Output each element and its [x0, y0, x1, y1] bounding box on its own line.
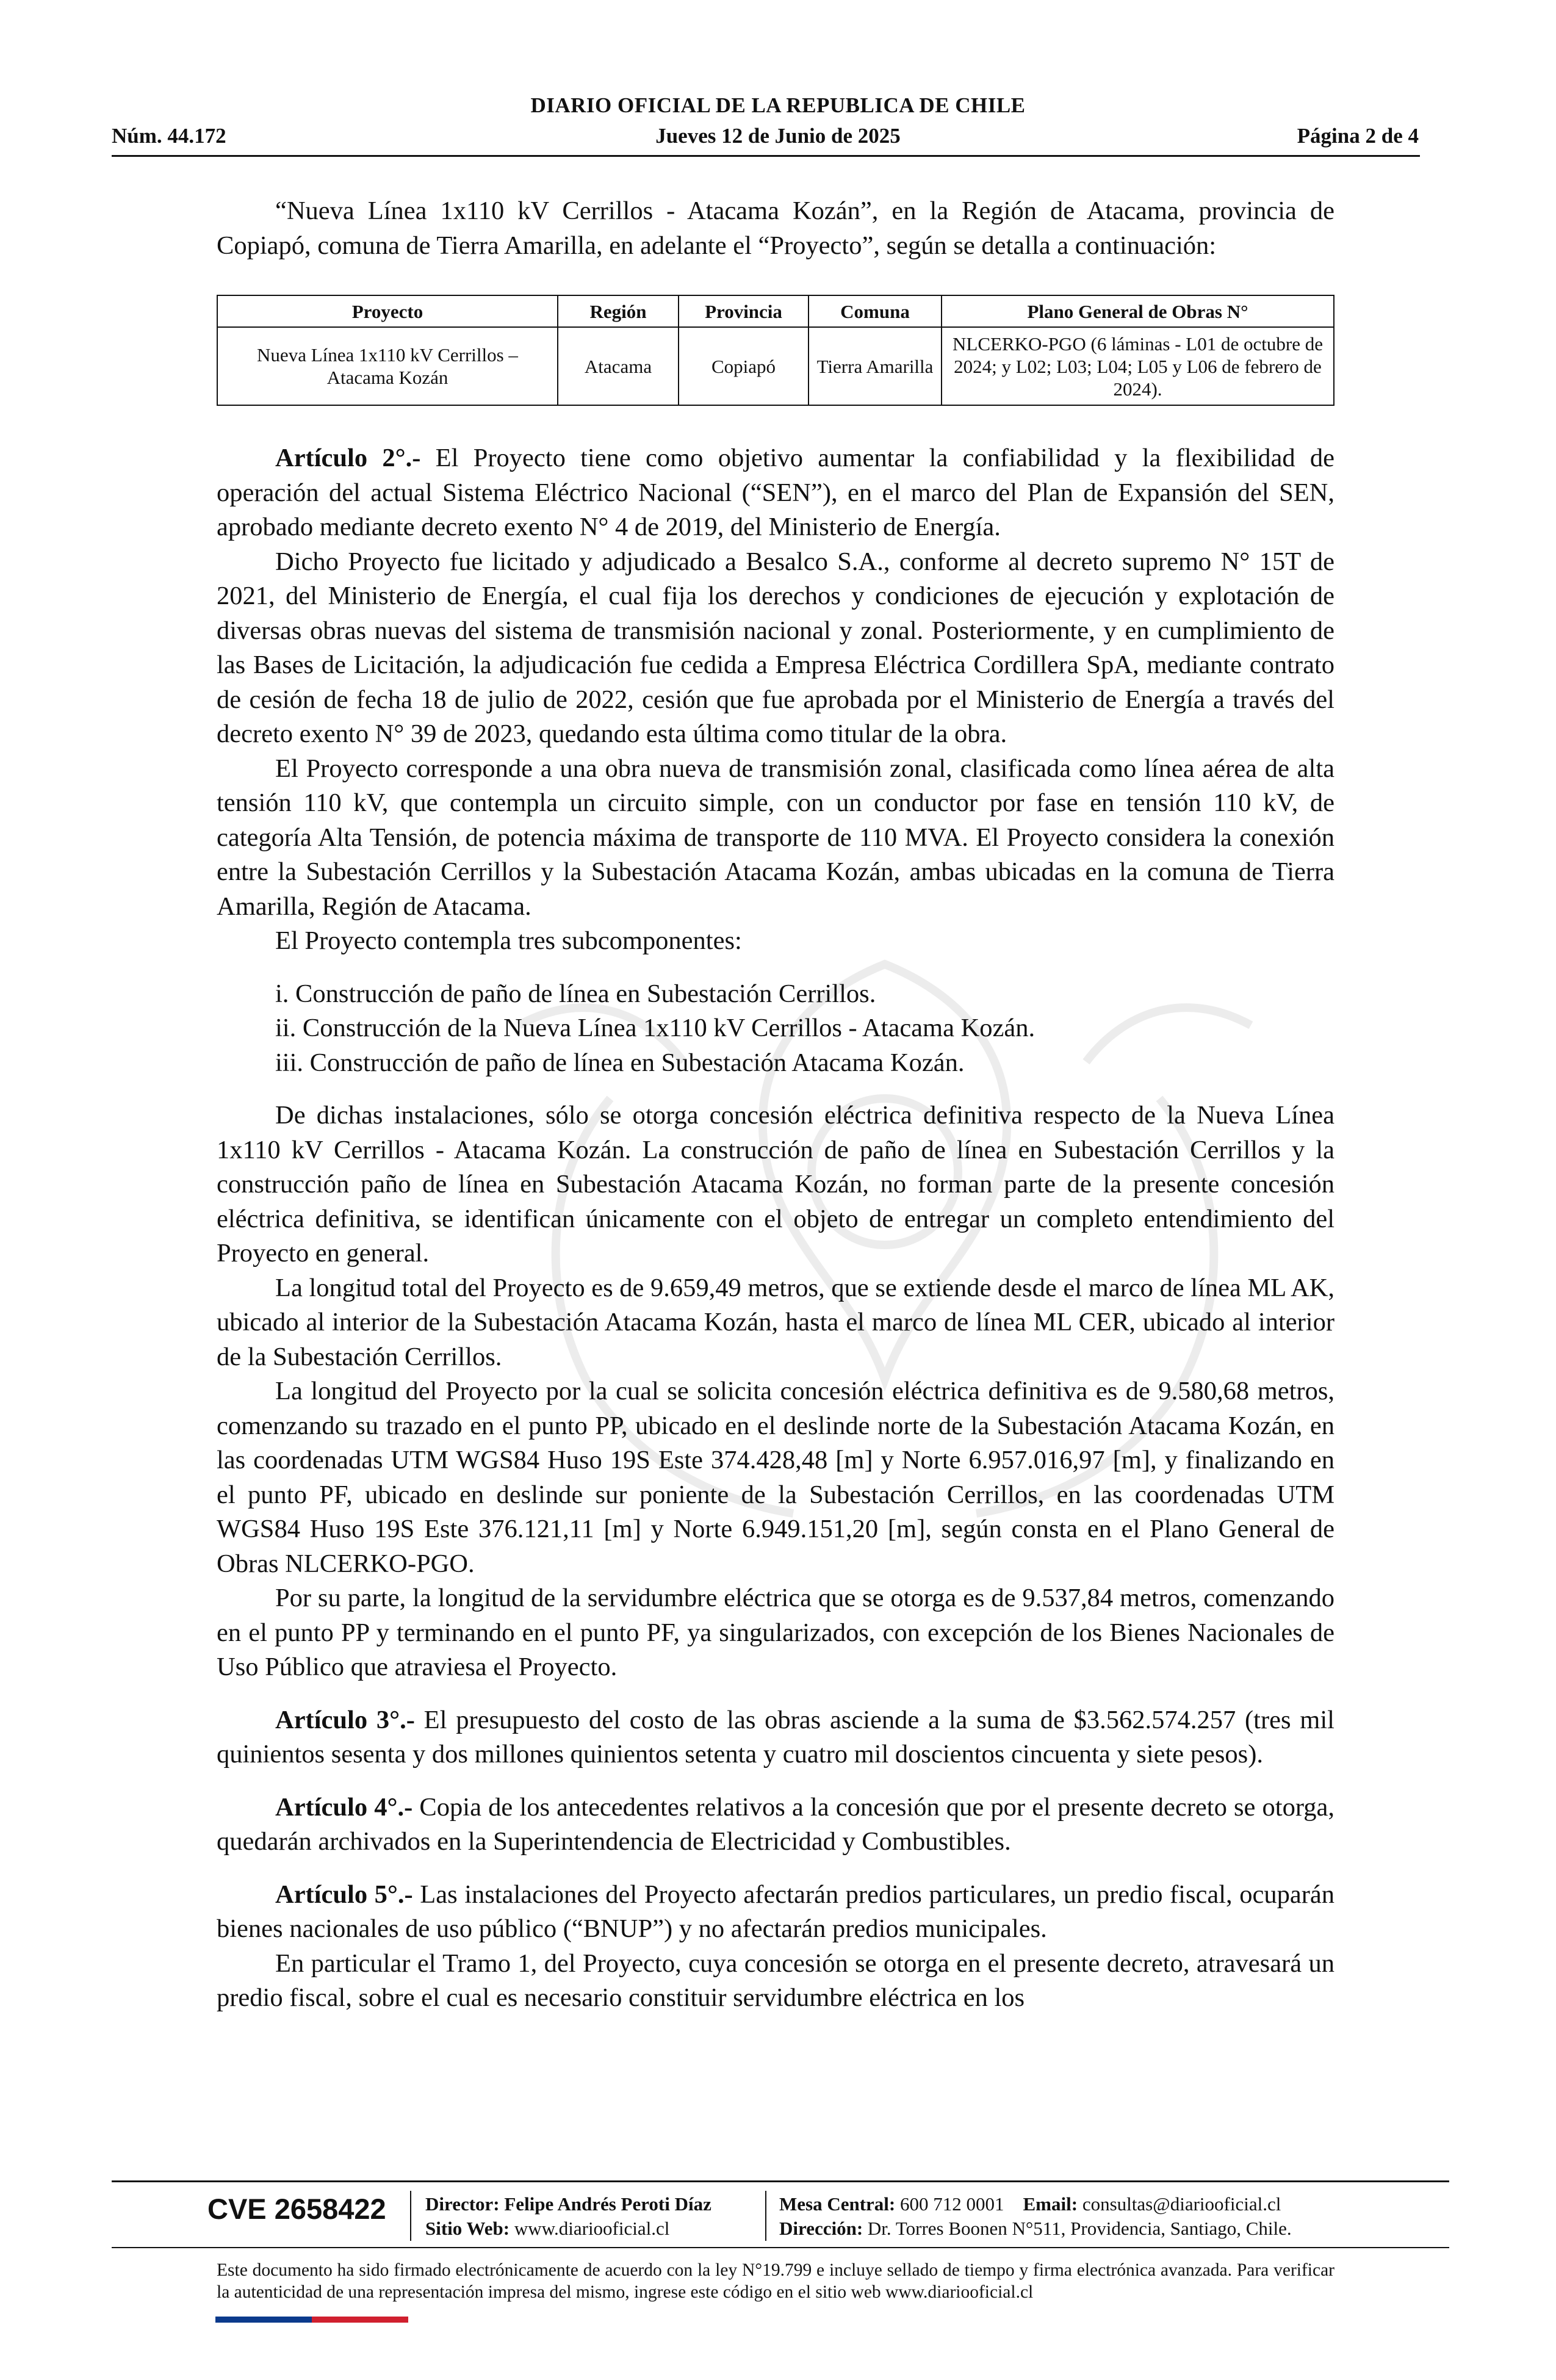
- paragraph: El Proyecto contempla tres subcomponentes:: [275, 926, 742, 955]
- chilean-flag-stripe: [215, 2317, 408, 2323]
- footer-separator: [410, 2191, 411, 2241]
- issue-number: Núm. 44.172: [112, 124, 226, 148]
- table-cell: Nueva Línea 1x110 kV Cerrillos – Atacama Kozán: [217, 327, 558, 405]
- table-cell: Atacama: [558, 327, 679, 405]
- page-indicator: Página 2 de 4: [1297, 124, 1419, 148]
- director-name: Felipe Andrés Peroti Díaz: [504, 2193, 711, 2215]
- table-row: [217, 327, 1334, 405]
- table-cell: NLCERKO-PGO (6 láminas - L01 de octubre de 2024; y L02; L03; L04; L05 y L06 de febrero de 2024).: [942, 327, 1334, 405]
- header-divider: [112, 155, 1420, 157]
- footer-divider: [112, 2247, 1449, 2248]
- list-item: ii. Construcción de la Nueva Línea 1x110 kV Cerrillos - Atacama Kozán.: [275, 1014, 1036, 1042]
- article-5-label: Artículo 5°.-: [275, 1880, 413, 1909]
- list-item: i. Construcción de paño de línea en Subestación Cerrillos.: [275, 979, 876, 1008]
- footer-separator: [765, 2191, 766, 2241]
- paragraph: La longitud del Proyecto por la cual se solicita concesión eléctrica definitiva es de 9.580,68 metros, comenzando su trazado en el punto PP, ubicado en el deslinde norte de la Subestación Atacama Kozán, en las coordenadas UTM WGS84 Huso 19S Este 374.428,48 [m] y Norte 6.957.016,97 [m], y finalizando en el punto PF, ubicado en deslinde sur poniente de la Subestación Cerrillos, en las coordenadas UTM WGS84 Huso 19S Este 376.121,11 [m] y Norte 6.949.151,20 [m], según consta en el Plano General de Obras NLCERKO-PGO.: [217, 1377, 1334, 1578]
- column-header: Proyecto: [217, 295, 558, 327]
- footer-director-block: Director: Felipe Andrés Peroti Díaz Sitio Web: www.diariooficial.cl: [425, 2193, 711, 2239]
- paragraph: Por su parte, la longitud de la servidumbre eléctrica que se otorga es de 9.537,84 metros, comenzando en el punto PP y terminando en el punto PF, ya singularizados, con excepción de los Bienes Nacionales de Uso Público que atraviesa el Proyecto.: [217, 1584, 1334, 1681]
- paragraph: En particular el Tramo 1, del Proyecto, cuya concesión se otorga en el presente decreto, atravesará un predio fiscal, sobre el cual es necesario constituir servidumbre eléctrica en los: [217, 1949, 1334, 2012]
- article-3-label: Artículo 3°.-: [275, 1705, 415, 1734]
- table-header-row: [217, 295, 1334, 327]
- table-cell: Copiapó: [679, 327, 809, 405]
- paragraph: De dichas instalaciones, sólo se otorga concesión eléctrica definitiva respecto de la Nueva Línea 1x110 kV Cerrillos - Atacama Kozán. La construcción de paño de línea en Subestación Cerrillos y la construcción paño de línea en Subestación Atacama Kozán, no forman parte de la presente concesión eléctrica definitiva, se identifican únicamente con el objeto de entregar un completo entendimiento del Proyecto en general.: [217, 1101, 1334, 1268]
- column-header: Región: [558, 295, 679, 327]
- article-4-paragraph: Artículo 4°.- Copia de los antecedentes relativos a la concesión que por el presente decreto se otorga, quedarán archivados en la Superintendencia de Electricidad y Combustibles.: [217, 1792, 1334, 1856]
- article-5-paragraph: Artículo 5°.- Las instalaciones del Proyecto afectarán predios particulares, un predio fiscal, ocuparán bienes nacionales de uso público (“BNUP”) y no afectarán predios municipales.: [217, 1880, 1334, 1943]
- column-header: Plano General de Obras N°: [942, 295, 1334, 327]
- article-3-paragraph: Artículo 3°.- El presupuesto del costo de las obras asciende a la suma de $3.562.574.257 (tres mil quinientos sesenta y dos millones quinientos setenta y cuatro mil doscientos cincuenta y siete pesos).: [217, 1705, 1334, 1769]
- email-link[interactable]: consultas@diariooficial.cl: [1082, 2193, 1281, 2215]
- list-item: iii. Construcción de paño de línea en Subestación Atacama Kozán.: [275, 1048, 965, 1077]
- paragraph: Dicho Proyecto fue licitado y adjudicado a Besalco S.A., conforme al decreto supremo N° 15T de 2021, del Ministerio de Energía, el cual fija los derechos y condiciones de ejecución y explotación de diversas obras nuevas del sistema de transmisión nacional y zonal. Posteriormente, y en cumplimiento de las Bases de Licitación, la adjudicación fue cedida a Empresa Eléctrica Cordillera SpA, mediante contrato de cesión de fecha 18 de julio de 2022, cesión que fue aprobada por el Ministerio de Energía a través del decreto exento N° 39 de 2023, quedando esta última como titular de la obra.: [217, 547, 1334, 748]
- cve-code: CVE 2658422: [207, 2193, 386, 2225]
- table-cell: Tierra Amarilla: [809, 327, 942, 405]
- paragraph: El Proyecto corresponde a una obra nueva de transmisión zonal, clasificada como línea aérea de alta tensión 110 kV, que contempla un circuito simple, con un conductor por fase en tensión 110 kV, de categoría Alta Tensión, de potencia máxima de transporte de 110 MVA. El Proyecto considera la conexión entre la Subestación Cerrillos y la Subestación Atacama Kozán, ambas ubicadas en la comuna de Tierra Amarilla, Región de Atacama.: [217, 754, 1334, 921]
- newspaper-title: DIARIO OFICIAL DE LA REPUBLICA DE CHILE: [530, 93, 1026, 117]
- phone-number: 600 712 0001: [900, 2193, 1004, 2215]
- signature-note: Este documento ha sido firmado electrónicamente de acuerdo con la ley N°19.799 e incluye sellado de tiempo y firma electrónica avanzada. Para verificar la autenticidad de una representación impresa del mismo, ingrese este código en el sitio web www.diariooficial.cl: [217, 2260, 1334, 2302]
- issue-date: Jueves 12 de Junio de 2025: [655, 124, 901, 148]
- website-link[interactable]: www.diariooficial.cl: [514, 2218, 670, 2239]
- column-header: Provincia: [679, 295, 809, 327]
- article-4-label: Artículo 4°.-: [275, 1792, 413, 1822]
- flag-blue-segment: [215, 2317, 312, 2323]
- column-header: Comuna: [809, 295, 942, 327]
- document-body: [217, 194, 1334, 2016]
- article-2-paragraph: Artículo 2°.- El Proyecto tiene como objetivo aumentar la confiabilidad y la flexibilidad de operación del actual Sistema Eléctrico Nacional (“SEN”), en el marco del Plan de Expansión del SEN, aprobado mediante decreto exento N° 4 de 2019, del Ministerio de Energía.: [217, 444, 1334, 541]
- paragraph: La longitud total del Proyecto es de 9.659,49 metros, que se extiende desde el marco de línea ML AK, ubicado al interior de la Subestación Atacama Kozán, hasta el marco de línea ML CER, ubicado al interior de la Subestación Cerrillos.: [217, 1273, 1334, 1371]
- footer-contact-block: Mesa Central: 600 712 0001 Email: consultas@diariooficial.cl Dirección: Dr. Torres Boonen N°511, Providencia, Santiago, Chile.: [779, 2193, 1292, 2239]
- address: Dr. Torres Boonen N°511, Providencia, Santiago, Chile.: [867, 2218, 1292, 2239]
- footer-divider: [112, 2180, 1449, 2182]
- flag-red-segment: [312, 2317, 408, 2323]
- intro-paragraph: “Nueva Línea 1x110 kV Cerrillos - Atacama Kozán”, en la Región de Atacama, provincia de Copiapó, comuna de Tierra Amarilla, en adelante el “Proyecto”, según se detalla a continuación:: [217, 197, 1334, 260]
- project-table: [217, 295, 1334, 406]
- article-2-label: Artículo 2°.-: [275, 444, 421, 472]
